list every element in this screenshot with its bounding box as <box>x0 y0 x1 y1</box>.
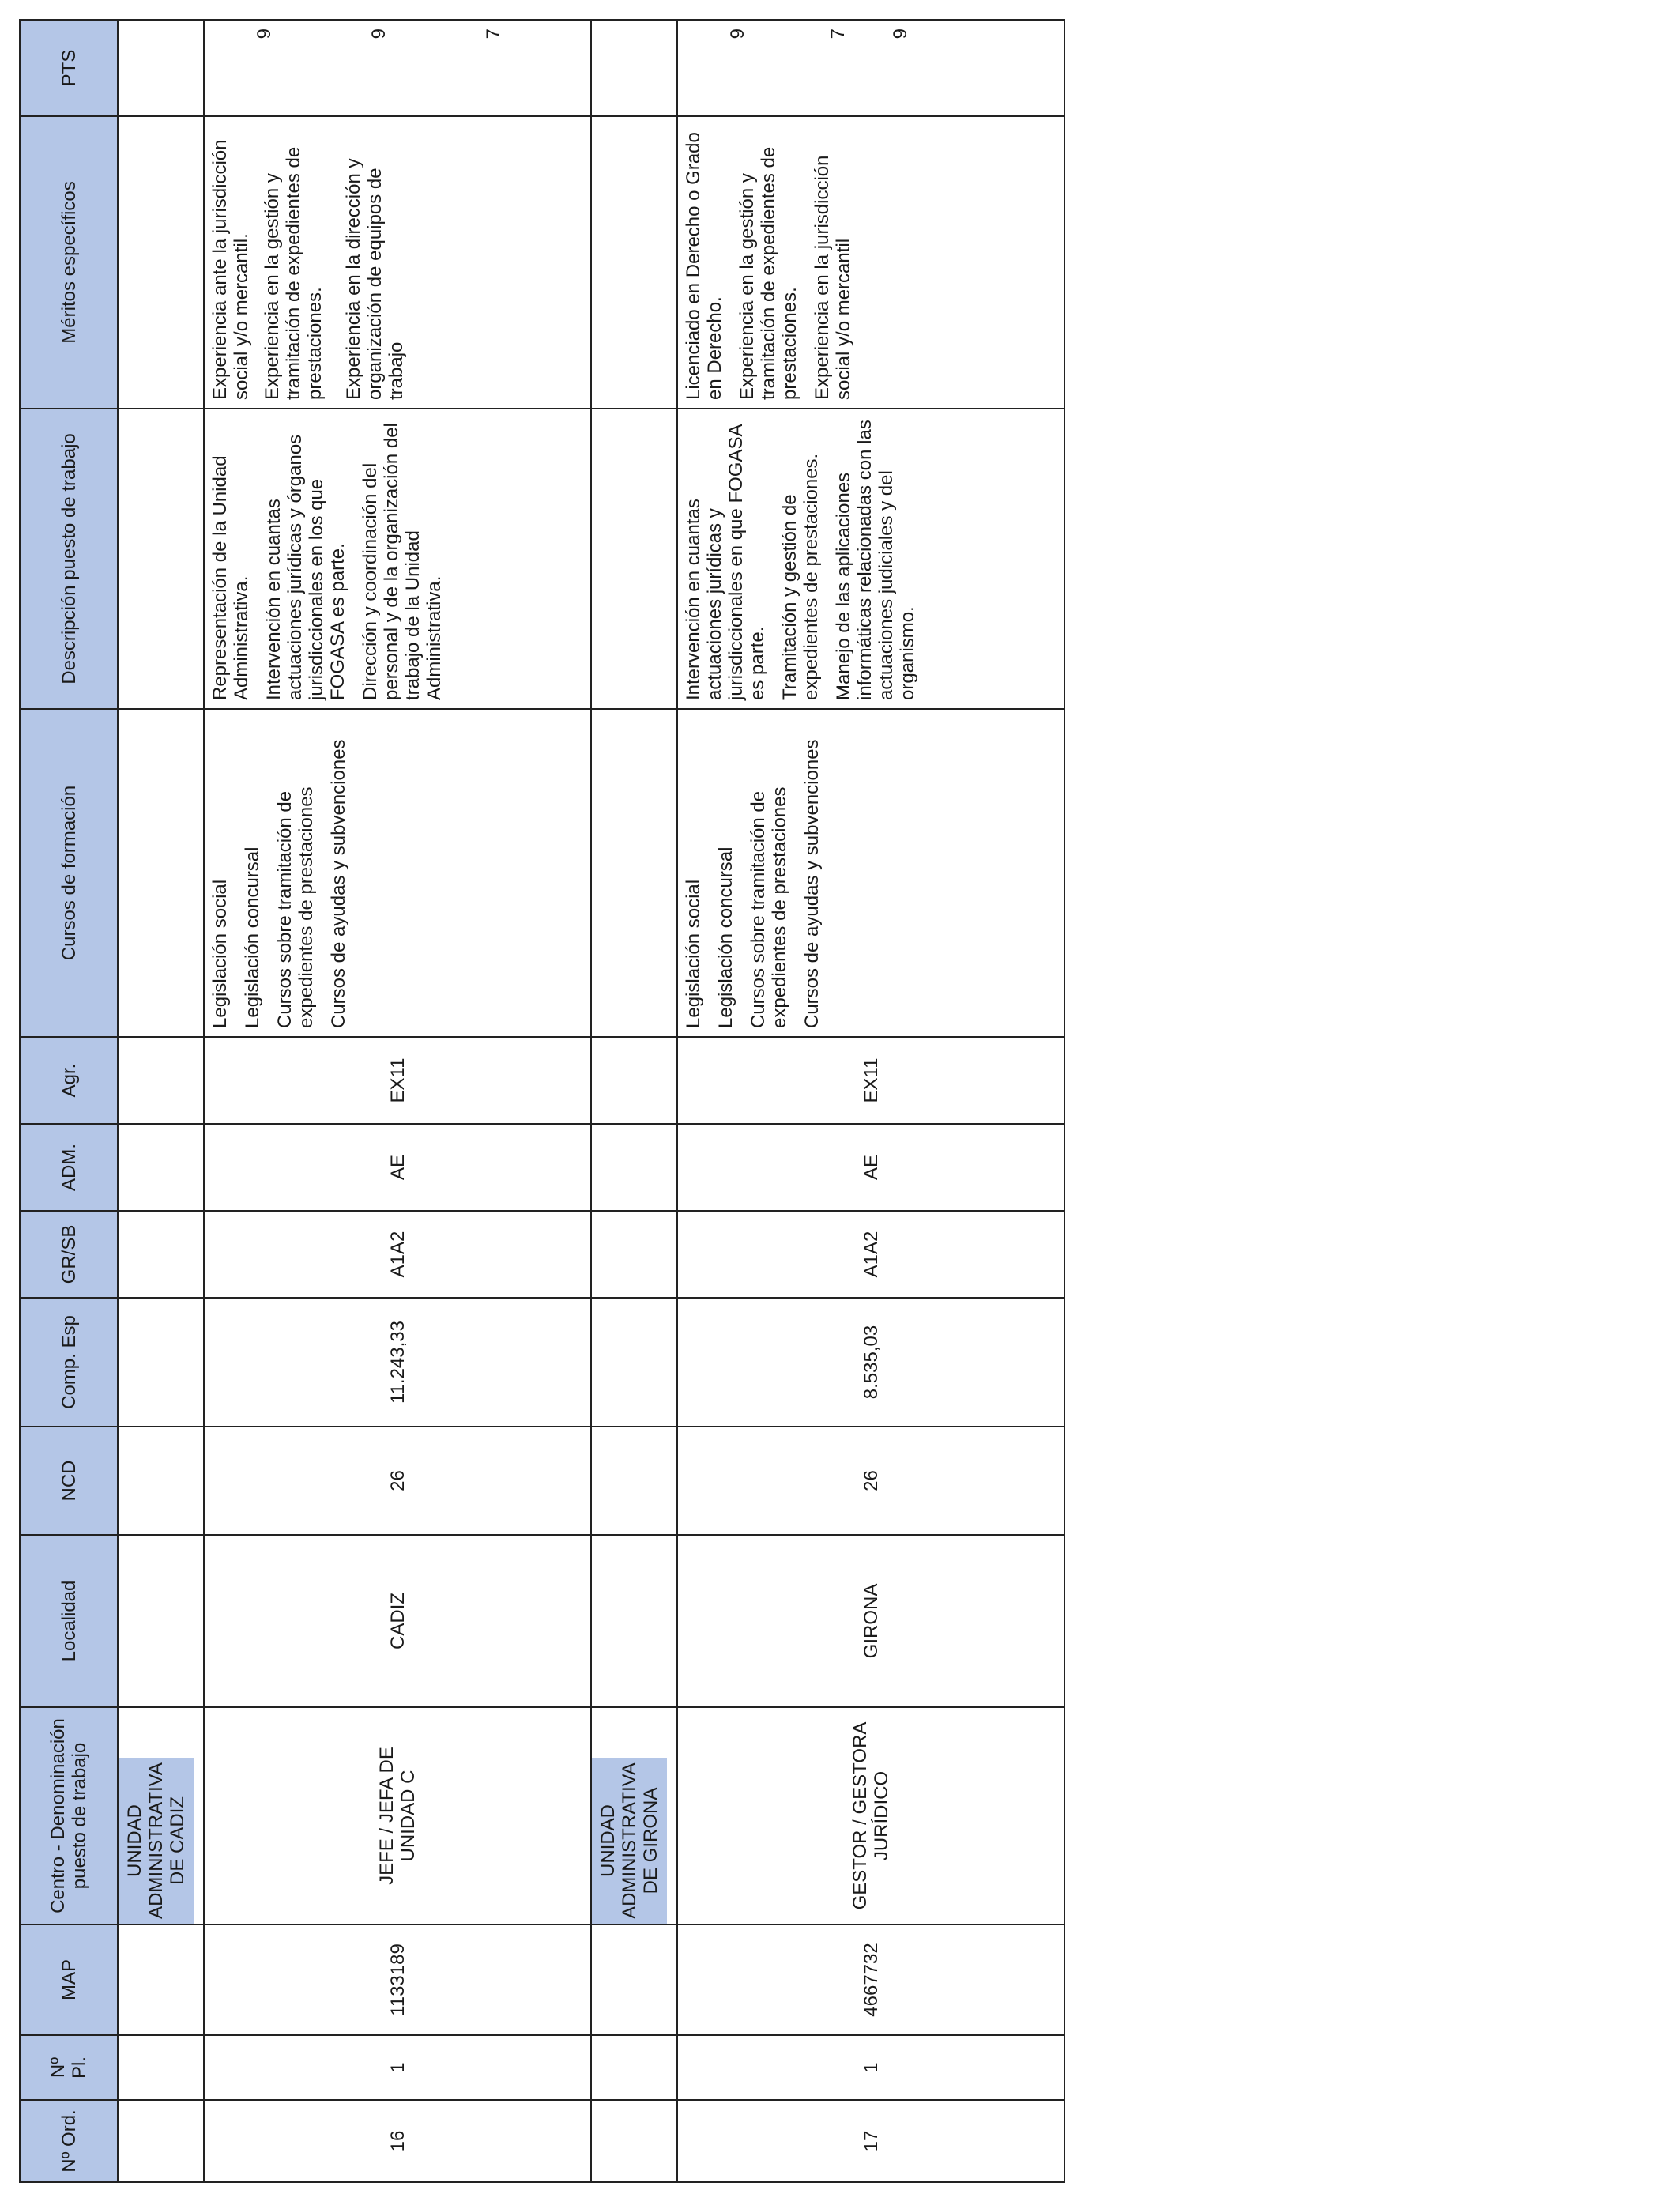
pts-value: 9 <box>727 28 748 40</box>
cell-puesto: JEFE / JEFA DE UNIDAD C <box>204 1707 591 1924</box>
table-row <box>204 20 591 2182</box>
cell-puesto: GESTOR / GESTORA JURÍDICO <box>677 1707 1064 1924</box>
curso-item: Cursos sobre tramitación de expedientes de prestaciones <box>748 786 790 1028</box>
merito-item: Experiencia en la dirección y organización de equipos de trabajo <box>343 158 407 400</box>
header-comp-esp: Comp. Esp <box>20 1298 118 1427</box>
cell-adm: AE <box>677 1124 1064 1211</box>
cell-descripcion <box>677 409 1064 709</box>
merito-item: Experiencia en la gestión y tramitación de expedientes de prestaciones. <box>736 146 800 400</box>
curso-item: Legislación concursal <box>242 846 263 1028</box>
pts-value: 9 <box>254 28 275 40</box>
cell-cursos <box>204 709 591 1037</box>
descripcion-item: Intervención en cuantas actuaciones jurídicas y jurisdiccionales en que FOGASA es parte. <box>683 424 768 700</box>
header-map: MAP <box>20 1924 118 2035</box>
cell-n-pl: 1 <box>204 2035 591 2100</box>
header-cursos: Cursos de formación <box>20 709 118 1037</box>
table-row <box>677 20 1064 2182</box>
merito-item: Experiencia en la jurisdicción social y/o mercantil <box>812 155 854 400</box>
cell-gr-sb: A1A2 <box>677 1211 1064 1298</box>
merito-item: Experiencia en la gestión y tramitación de expedientes de prestaciones. <box>262 146 326 400</box>
header-meritos: Méritos específicos <box>20 116 118 409</box>
cell-localidad: GIRONA <box>677 1535 1064 1707</box>
cell-n-ord: 16 <box>204 2100 591 2182</box>
curso-item: Legislación social <box>209 879 231 1028</box>
curso-item: Legislación social <box>683 879 704 1028</box>
descripcion-item: Representación de la Unidad Administrativa. <box>209 455 252 700</box>
header-n-ord: Nº Ord. <box>20 2100 118 2182</box>
cell-pts <box>204 20 591 116</box>
header-ncd: NCD <box>20 1427 118 1535</box>
header-adm: ADM. <box>20 1124 118 1211</box>
descripcion-item: Tramitación y gestión de expedientes de prestaciones. <box>779 453 822 700</box>
header-descripcion: Descripción puesto de trabajo <box>20 409 118 709</box>
merito-item: Licenciado en Derecho o Grado en Derecho. <box>683 132 725 400</box>
cell-map: 4667732 <box>677 1924 1064 2035</box>
header-localidad: Localidad <box>20 1535 118 1707</box>
cell-pts <box>677 20 1064 116</box>
cell-gr-sb: A1A2 <box>204 1211 591 1298</box>
header-centro: Centro - Denominación puesto de trabajo <box>20 1707 118 1924</box>
header-pts: PTS <box>20 20 118 116</box>
section-row <box>591 20 677 2182</box>
job-positions-table <box>19 19 1065 2183</box>
merito-item: Experiencia ante la jurisdicción social y/o mercantil. <box>209 139 252 400</box>
cell-ncd: 26 <box>677 1427 1064 1535</box>
cell-meritos <box>204 116 591 409</box>
cell-localidad: CADIZ <box>204 1535 591 1707</box>
header-row <box>20 20 118 2182</box>
unit-name: UNIDAD ADMINISTRATIVA DE CADIZ <box>119 1758 194 1924</box>
pts-value: 7 <box>483 28 504 40</box>
cell-cursos <box>677 709 1064 1037</box>
cell-meritos <box>677 116 1064 409</box>
unit-name: UNIDAD ADMINISTRATIVA DE GIRONA <box>592 1758 667 1924</box>
cell-adm: AE <box>204 1124 591 1211</box>
cell-n-ord: 17 <box>677 2100 1064 2182</box>
curso-item: Legislación concursal <box>715 846 736 1028</box>
header-n-pl: Nº Pl. <box>20 2035 118 2100</box>
cell-n-pl: 1 <box>677 2035 1064 2100</box>
descripcion-item: Manejo de las aplicaciones informáticas relacionadas con las actuaciones judiciales y del organismo. <box>833 420 918 700</box>
cell-comp-esp: 8.535,03 <box>677 1298 1064 1427</box>
cell-agr: EX11 <box>204 1037 591 1124</box>
cell-map: 1133189 <box>204 1924 591 2035</box>
curso-item: Cursos de ayudas y subvenciones <box>328 739 349 1028</box>
job-positions-table-sheet <box>19 21 967 2183</box>
section-row <box>118 20 204 2182</box>
header-gr-sb: GR/SB <box>20 1211 118 1298</box>
descripcion-item: Dirección y coordinación del personal y de la organización del trabajo de la Unidad Administrativa. <box>360 423 445 700</box>
descripcion-item: Intervención en cuantas actuaciones jurídicas y órganos jurisdiccionales en los que FOGASA es parte. <box>263 434 348 700</box>
pts-value: 9 <box>890 28 911 40</box>
curso-item: Cursos sobre tramitación de expedientes de prestaciones <box>274 786 317 1028</box>
cell-ncd: 26 <box>204 1427 591 1535</box>
pts-value: 9 <box>368 28 390 40</box>
header-agr: Agr. <box>20 1037 118 1124</box>
pts-value: 7 <box>827 28 849 40</box>
cell-agr: EX11 <box>677 1037 1064 1124</box>
curso-item: Cursos de ayudas y subvenciones <box>801 739 823 1028</box>
cell-comp-esp: 11.243,33 <box>204 1298 591 1427</box>
cell-descripcion <box>204 409 591 709</box>
